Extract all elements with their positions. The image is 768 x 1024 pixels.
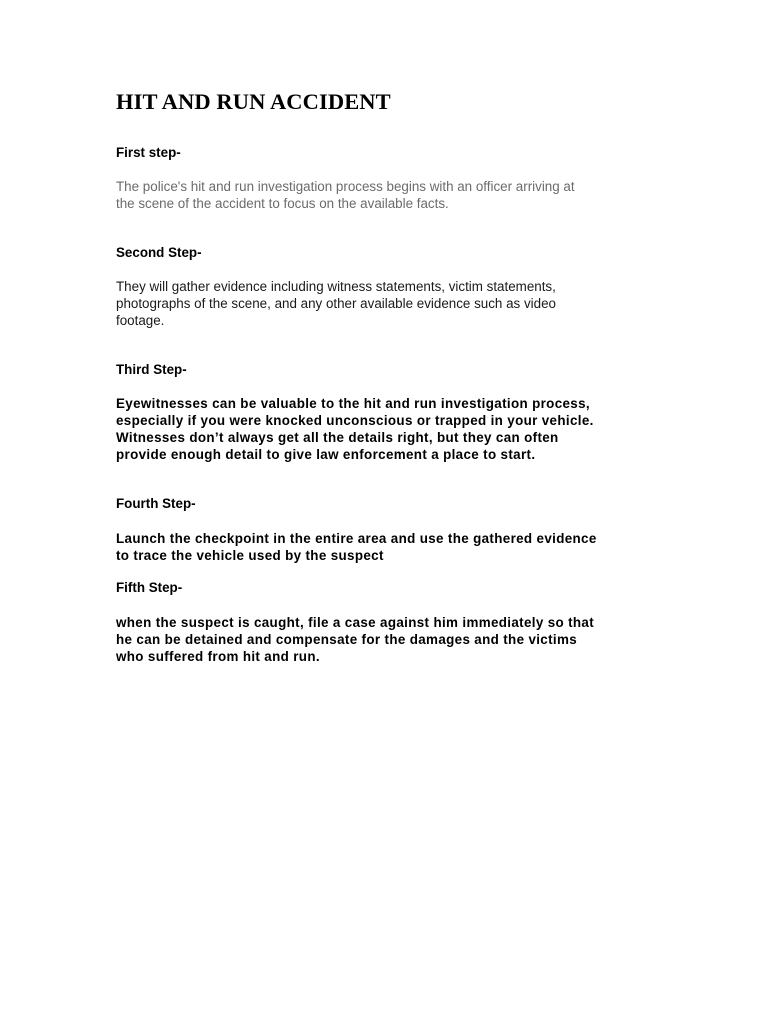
step-paragraph-first <box>116 178 656 212</box>
step-paragraph-fifth <box>116 614 656 665</box>
step-heading-fifth: Fifth Step- <box>116 580 183 595</box>
step-paragraph-fourth <box>116 530 656 564</box>
paragraph-line: They will gather evidence including witness statements, victim statements, <box>116 279 556 294</box>
paragraph-line: who suffered from hit and run. <box>116 649 320 664</box>
paragraph-line: the scene of the accident to focus on the available facts. <box>116 196 449 211</box>
document-title: HIT AND RUN ACCIDENT <box>116 89 391 114</box>
paragraph-line: Launch the checkpoint in the entire area and use the gathered evidence <box>116 531 597 546</box>
paragraph-line: especially if you were knocked unconscious or trapped in your vehicle. <box>116 413 594 428</box>
step-heading-first: First step- <box>116 145 181 160</box>
paragraph-line: Witnesses don’t always get all the details right, but they can often <box>116 430 559 445</box>
step-heading-third: Third Step- <box>116 362 187 377</box>
step-paragraph-third <box>116 395 656 463</box>
paragraph-line: photographs of the scene, and any other available evidence such as video <box>116 296 556 311</box>
step-paragraph-second <box>116 278 656 329</box>
paragraph-line: he can be detained and compensate for the damages and the victims <box>116 632 578 647</box>
paragraph-line: provide enough detail to give law enforcement a place to start. <box>116 447 536 462</box>
step-heading-second: Second Step- <box>116 245 202 260</box>
paragraph-line: footage. <box>116 313 165 328</box>
paragraph-line: to trace the vehicle used by the suspect <box>116 548 384 563</box>
step-heading-fourth: Fourth Step- <box>116 496 196 511</box>
paragraph-line: when the suspect is caught, file a case against him immediately so that <box>116 615 595 630</box>
paragraph-line: The police's hit and run investigation process begins with an officer arriving at <box>116 179 575 194</box>
paragraph-line: Eyewitnesses can be valuable to the hit and run investigation process, <box>116 396 590 411</box>
